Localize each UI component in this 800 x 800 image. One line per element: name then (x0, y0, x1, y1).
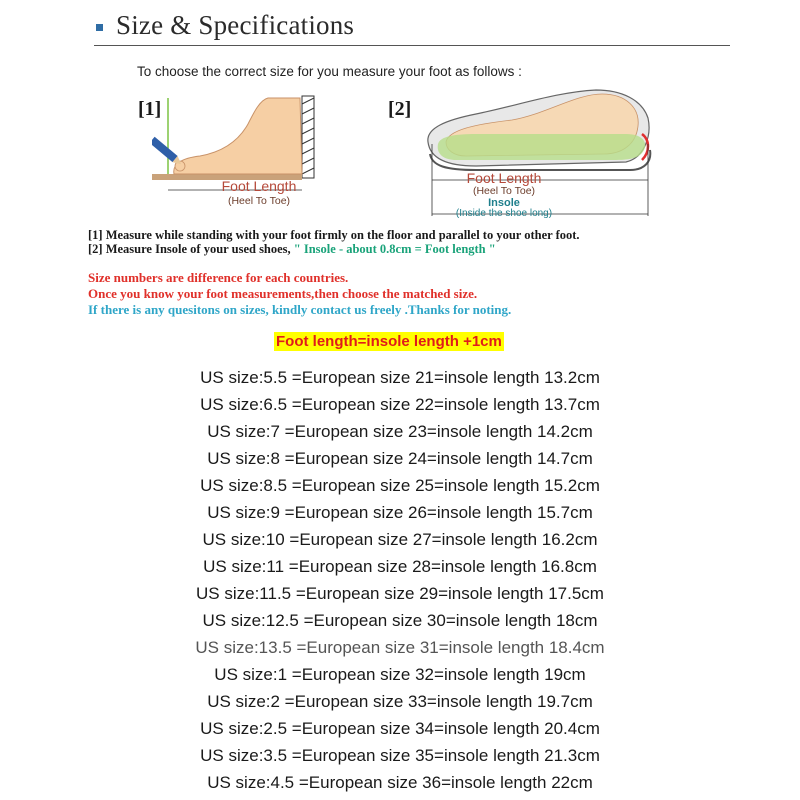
foot-length-formula: Foot length=insole length +1cm (276, 333, 502, 350)
size-row: US size:5.5 =European size 21=insole length 13.2cm (200, 368, 600, 387)
figure-1-caption: Foot Length (221, 178, 297, 194)
figure-1-subcaption: (Heel To Toe) (227, 195, 291, 207)
figure-2-subcaption: (Heel To Toe) (472, 185, 536, 197)
wall-icon (302, 96, 314, 178)
measure-instruction-2 (88, 242, 496, 257)
square-bullet-icon (96, 24, 103, 31)
insole-icon (438, 134, 646, 160)
measure-instruction-1: [1] Measure while standing with your foot firmly on the floor and parallel to your other foot. (88, 228, 580, 242)
figure-2-label: [2] (388, 98, 412, 120)
size-row: US size:11.5 =European size 29=insole length 17.5cm (196, 584, 604, 603)
size-row: US size:8.5 =European size 25=insole length 15.2cm (200, 476, 600, 495)
size-row: US size:7 =European size 23=insole length 14.2cm (207, 422, 593, 441)
size-row: US size:2.5 =European size 34=insole length 20.4cm (200, 719, 600, 738)
figure-1-label: [1] (138, 98, 162, 120)
insole-label: Insole (488, 197, 520, 209)
size-row: US size:3.5 =European size 35=insole length 21.3cm (200, 746, 600, 765)
insole-formula-note: " Insole - about 0.8cm = Foot length " (293, 242, 496, 256)
size-note-countries: Size numbers are difference for each countries. (88, 270, 349, 285)
size-row: US size:2 =European size 33=insole length 19.7cm (207, 692, 593, 711)
header-divider (94, 45, 730, 46)
size-row: US size:9 =European size 26=insole length 15.7cm (207, 503, 593, 522)
size-spec-panel (66, 0, 730, 320)
size-row: US size:10 =European size 27=insole length 16.2cm (202, 530, 598, 549)
size-row: US size:13.5 =European size 31=insole length 18.4cm (195, 638, 605, 657)
foot-icon (174, 98, 302, 174)
size-row: US size:6.5 =European size 22=insole length 13.7cm (200, 395, 600, 414)
size-row: US size:12.5 =European size 30=insole length 18cm (202, 611, 598, 630)
size-note-contact: If there is any quesitons on sizes, kindly contact us freely .Thanks for noting. (88, 302, 512, 317)
size-row: US size:11 =European size 28=insole length 16.8cm (203, 557, 597, 576)
size-row: US size:8 =European size 24=insole length 14.7cm (207, 449, 593, 468)
size-note-choose: Once you know your foot measurements,then choose the matched size. (88, 286, 478, 301)
size-row: US size:4.5 =European size 36=insole length 22cm (207, 773, 593, 792)
figure-2-caption: Foot Length (466, 170, 542, 186)
section-title: Size & Specifications (116, 10, 355, 40)
measure-instruction-2-text: [2] Measure Insole of your used shoes, (88, 242, 294, 256)
insole-note: (Inside the shoe long) (455, 208, 553, 219)
size-conversion-list (0, 364, 800, 796)
size-row: US size:1 =European size 32=insole length 19cm (214, 665, 586, 684)
measure-intro-text: To choose the correct size for you measure your foot as follows : (137, 64, 522, 79)
